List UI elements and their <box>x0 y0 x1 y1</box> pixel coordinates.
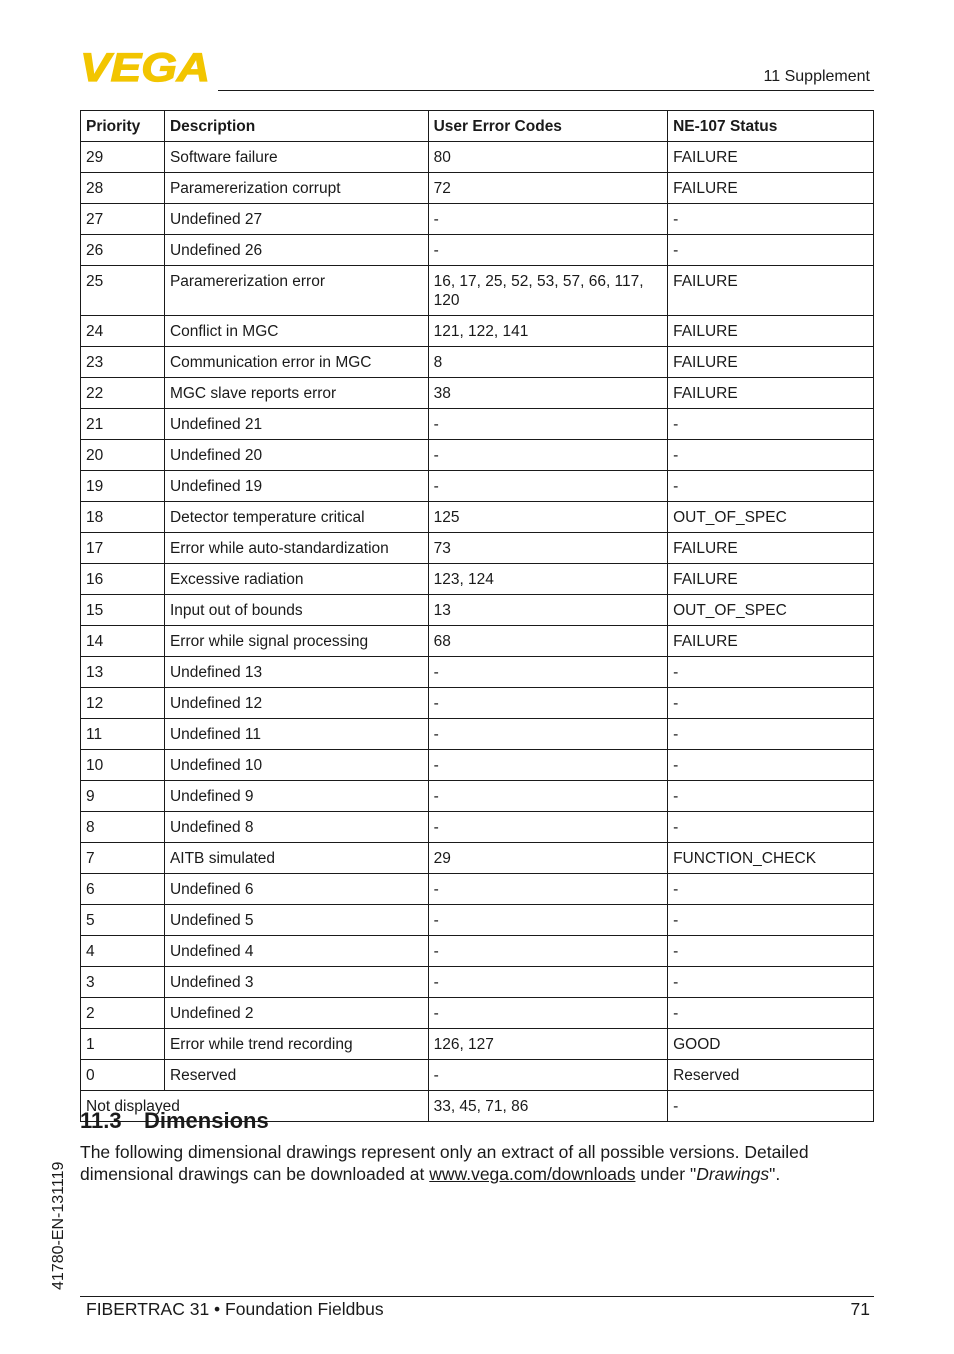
cell-ne107-status: FAILURE <box>668 316 874 347</box>
cell-ne107-status: FAILURE <box>668 533 874 564</box>
table-row <box>81 719 874 750</box>
table-row <box>81 750 874 781</box>
cell-priority: 0 <box>81 1060 165 1091</box>
cell-ne107-status: - <box>668 657 874 688</box>
cell-ne107-status: - <box>668 874 874 905</box>
cell-ne107-status: FUNCTION_CHECK <box>668 843 874 874</box>
cell-user-error-codes: - <box>428 936 668 967</box>
table-row <box>81 967 874 998</box>
table-row <box>81 204 874 235</box>
drawings-emphasis: Drawings <box>696 1164 770 1184</box>
cell-priority: 11 <box>81 719 165 750</box>
intro-text-part-1: The following dimensional drawings represent only an extract of all possible versions. Detailed dimensional drawings can be downloaded at <box>80 1142 809 1184</box>
table-row <box>81 812 874 843</box>
table-row <box>81 173 874 204</box>
cell-description: Undefined 21 <box>164 409 428 440</box>
cell-priority: 20 <box>81 440 165 471</box>
cell-ne107-status: - <box>668 967 874 998</box>
section-number: 11.3 <box>80 1108 122 1133</box>
cell-ne107-status: - <box>668 905 874 936</box>
cell-priority: 26 <box>81 235 165 266</box>
cell-user-error-codes: 29 <box>428 843 668 874</box>
cell-priority: 25 <box>81 266 165 316</box>
vega-logo <box>80 50 212 84</box>
cell-priority: 23 <box>81 347 165 378</box>
footer-product-title: FIBERTRAC 31 • Foundation Fieldbus <box>86 1299 384 1319</box>
cell-priority: 10 <box>81 750 165 781</box>
header-section-label: 11 Supplement <box>763 68 870 85</box>
table-row <box>81 1029 874 1060</box>
cell-ne107-status: - <box>668 204 874 235</box>
cell-ne107-status: - <box>668 750 874 781</box>
cell-user-error-codes: 38 <box>428 378 668 409</box>
cell-ne107-status: - <box>668 688 874 719</box>
cell-description: Undefined 4 <box>164 936 428 967</box>
cell-priority: 24 <box>81 316 165 347</box>
cell-user-error-codes: 68 <box>428 626 668 657</box>
table-row <box>81 533 874 564</box>
cell-ne107-status: FAILURE <box>668 142 874 173</box>
cell-priority: 2 <box>81 998 165 1029</box>
error-priority-table <box>80 110 874 1122</box>
intro-text-part-2: under " <box>635 1164 697 1184</box>
table-row <box>81 781 874 812</box>
cell-user-error-codes: - <box>428 905 668 936</box>
table-header-row <box>81 111 874 142</box>
cell-user-error-codes: - <box>428 409 668 440</box>
cell-priority: 12 <box>81 688 165 719</box>
intro-text-part-3: ". <box>769 1164 781 1184</box>
cell-user-error-codes: - <box>428 657 668 688</box>
cell-description: AITB simulated <box>164 843 428 874</box>
cell-priority: 13 <box>81 657 165 688</box>
column-header-priority: Priority <box>81 111 165 142</box>
table-row <box>81 595 874 626</box>
cell-priority: 19 <box>81 471 165 502</box>
cell-user-error-codes: - <box>428 471 668 502</box>
cell-priority: 29 <box>81 142 165 173</box>
column-header-user-error-codes: User Error Codes <box>428 111 668 142</box>
cell-user-error-codes: - <box>428 719 668 750</box>
table-row <box>81 316 874 347</box>
cell-description: Undefined 27 <box>164 204 428 235</box>
cell-priority: 27 <box>81 204 165 235</box>
column-header-ne107-status: NE-107 Status <box>668 111 874 142</box>
cell-ne107-status: OUT_OF_SPEC <box>668 502 874 533</box>
column-header-description: Description <box>164 111 428 142</box>
cell-description: Software failure <box>164 142 428 173</box>
cell-user-error-codes: - <box>428 750 668 781</box>
cell-ne107-status: FAILURE <box>668 173 874 204</box>
cell-priority: 14 <box>81 626 165 657</box>
cell-ne107-status: - <box>668 235 874 266</box>
cell-user-error-codes: - <box>428 204 668 235</box>
cell-priority: 4 <box>81 936 165 967</box>
cell-ne107-status: - <box>668 471 874 502</box>
cell-description: Undefined 19 <box>164 471 428 502</box>
cell-priority: 9 <box>81 781 165 812</box>
downloads-link[interactable]: www.vega.com/downloads <box>429 1164 636 1184</box>
cell-ne107-status: FAILURE <box>668 378 874 409</box>
cell-user-error-codes: 126, 127 <box>428 1029 668 1060</box>
cell-priority: 1 <box>81 1029 165 1060</box>
cell-description: Conflict in MGC <box>164 316 428 347</box>
cell-user-error-codes: 8 <box>428 347 668 378</box>
cell-not-displayed-status: - <box>668 1091 874 1122</box>
cell-ne107-status: FAILURE <box>668 347 874 378</box>
cell-description: Excessive radiation <box>164 564 428 595</box>
table-row <box>81 843 874 874</box>
cell-description: Undefined 12 <box>164 688 428 719</box>
table-row <box>81 905 874 936</box>
cell-description: Paramererization corrupt <box>164 173 428 204</box>
table-row <box>81 874 874 905</box>
cell-ne107-status: - <box>668 440 874 471</box>
cell-user-error-codes: - <box>428 812 668 843</box>
table-row <box>81 440 874 471</box>
table-row <box>81 998 874 1029</box>
table-row <box>81 936 874 967</box>
cell-description: Error while trend recording <box>164 1029 428 1060</box>
cell-ne107-status: OUT_OF_SPEC <box>668 595 874 626</box>
cell-user-error-codes: - <box>428 781 668 812</box>
cell-user-error-codes: 121, 122, 141 <box>428 316 668 347</box>
table-row <box>81 266 874 316</box>
cell-ne107-status: - <box>668 409 874 440</box>
cell-description: Undefined 5 <box>164 905 428 936</box>
svg-text:VEGA: VEGA <box>80 50 210 84</box>
table-row <box>81 409 874 440</box>
section-title: Dimensions <box>144 1108 269 1133</box>
cell-description: Undefined 11 <box>164 719 428 750</box>
cell-description: Input out of bounds <box>164 595 428 626</box>
table-row <box>81 471 874 502</box>
cell-ne107-status: - <box>668 936 874 967</box>
cell-priority: 22 <box>81 378 165 409</box>
cell-ne107-status: - <box>668 781 874 812</box>
cell-description: Detector temperature critical <box>164 502 428 533</box>
cell-user-error-codes: - <box>428 688 668 719</box>
table-row <box>81 564 874 595</box>
cell-description: Undefined 6 <box>164 874 428 905</box>
cell-priority: 21 <box>81 409 165 440</box>
table-row <box>81 688 874 719</box>
cell-description: Undefined 2 <box>164 998 428 1029</box>
cell-ne107-status: Reserved <box>668 1060 874 1091</box>
cell-user-error-codes: - <box>428 1060 668 1091</box>
cell-description: Error while auto-standardization <box>164 533 428 564</box>
cell-user-error-codes: 123, 124 <box>428 564 668 595</box>
cell-priority: 16 <box>81 564 165 595</box>
table-row <box>81 626 874 657</box>
cell-ne107-status: - <box>668 719 874 750</box>
cell-description: Undefined 9 <box>164 781 428 812</box>
cell-description: Undefined 8 <box>164 812 428 843</box>
cell-priority: 18 <box>81 502 165 533</box>
cell-ne107-status: FAILURE <box>668 266 874 316</box>
cell-ne107-status: - <box>668 998 874 1029</box>
table-row <box>81 235 874 266</box>
cell-user-error-codes: 125 <box>428 502 668 533</box>
cell-user-error-codes: 73 <box>428 533 668 564</box>
cell-user-error-codes: 16, 17, 25, 52, 53, 57, 66, 117, 120 <box>428 266 668 316</box>
cell-description: Undefined 3 <box>164 967 428 998</box>
cell-ne107-status: - <box>668 812 874 843</box>
cell-description: Undefined 13 <box>164 657 428 688</box>
cell-priority: 7 <box>81 843 165 874</box>
table-row <box>81 378 874 409</box>
table-row <box>81 502 874 533</box>
cell-ne107-status: FAILURE <box>668 626 874 657</box>
cell-ne107-status: GOOD <box>668 1029 874 1060</box>
table-row <box>81 657 874 688</box>
cell-description: Undefined 26 <box>164 235 428 266</box>
cell-user-error-codes: - <box>428 440 668 471</box>
page-number: 71 <box>850 1299 870 1319</box>
cell-not-displayed-codes: 33, 45, 71, 86 <box>428 1091 668 1122</box>
cell-user-error-codes: - <box>428 967 668 998</box>
cell-ne107-status: FAILURE <box>668 564 874 595</box>
table-row <box>81 142 874 173</box>
section-heading <box>80 1108 269 1134</box>
section-intro-paragraph <box>80 1141 870 1185</box>
cell-not-displayed-label: Not displayed <box>81 1091 429 1122</box>
cell-priority: 8 <box>81 812 165 843</box>
cell-description: Reserved <box>164 1060 428 1091</box>
cell-description: Paramererization error <box>164 266 428 316</box>
header-rule <box>218 90 874 91</box>
cell-description: Error while signal processing <box>164 626 428 657</box>
footer-rule <box>80 1296 874 1297</box>
document-id: 41780-EN-131119 <box>50 1161 67 1290</box>
cell-user-error-codes: 13 <box>428 595 668 626</box>
table-row <box>81 1060 874 1091</box>
cell-description: Undefined 20 <box>164 440 428 471</box>
cell-user-error-codes: - <box>428 235 668 266</box>
cell-user-error-codes: 72 <box>428 173 668 204</box>
cell-description: Communication error in MGC <box>164 347 428 378</box>
cell-user-error-codes: 80 <box>428 142 668 173</box>
cell-priority: 17 <box>81 533 165 564</box>
cell-description: Undefined 10 <box>164 750 428 781</box>
table-row <box>81 347 874 378</box>
cell-priority: 6 <box>81 874 165 905</box>
cell-priority: 15 <box>81 595 165 626</box>
cell-user-error-codes: - <box>428 998 668 1029</box>
cell-priority: 5 <box>81 905 165 936</box>
cell-description: MGC slave reports error <box>164 378 428 409</box>
cell-priority: 3 <box>81 967 165 998</box>
cell-user-error-codes: - <box>428 874 668 905</box>
cell-priority: 28 <box>81 173 165 204</box>
